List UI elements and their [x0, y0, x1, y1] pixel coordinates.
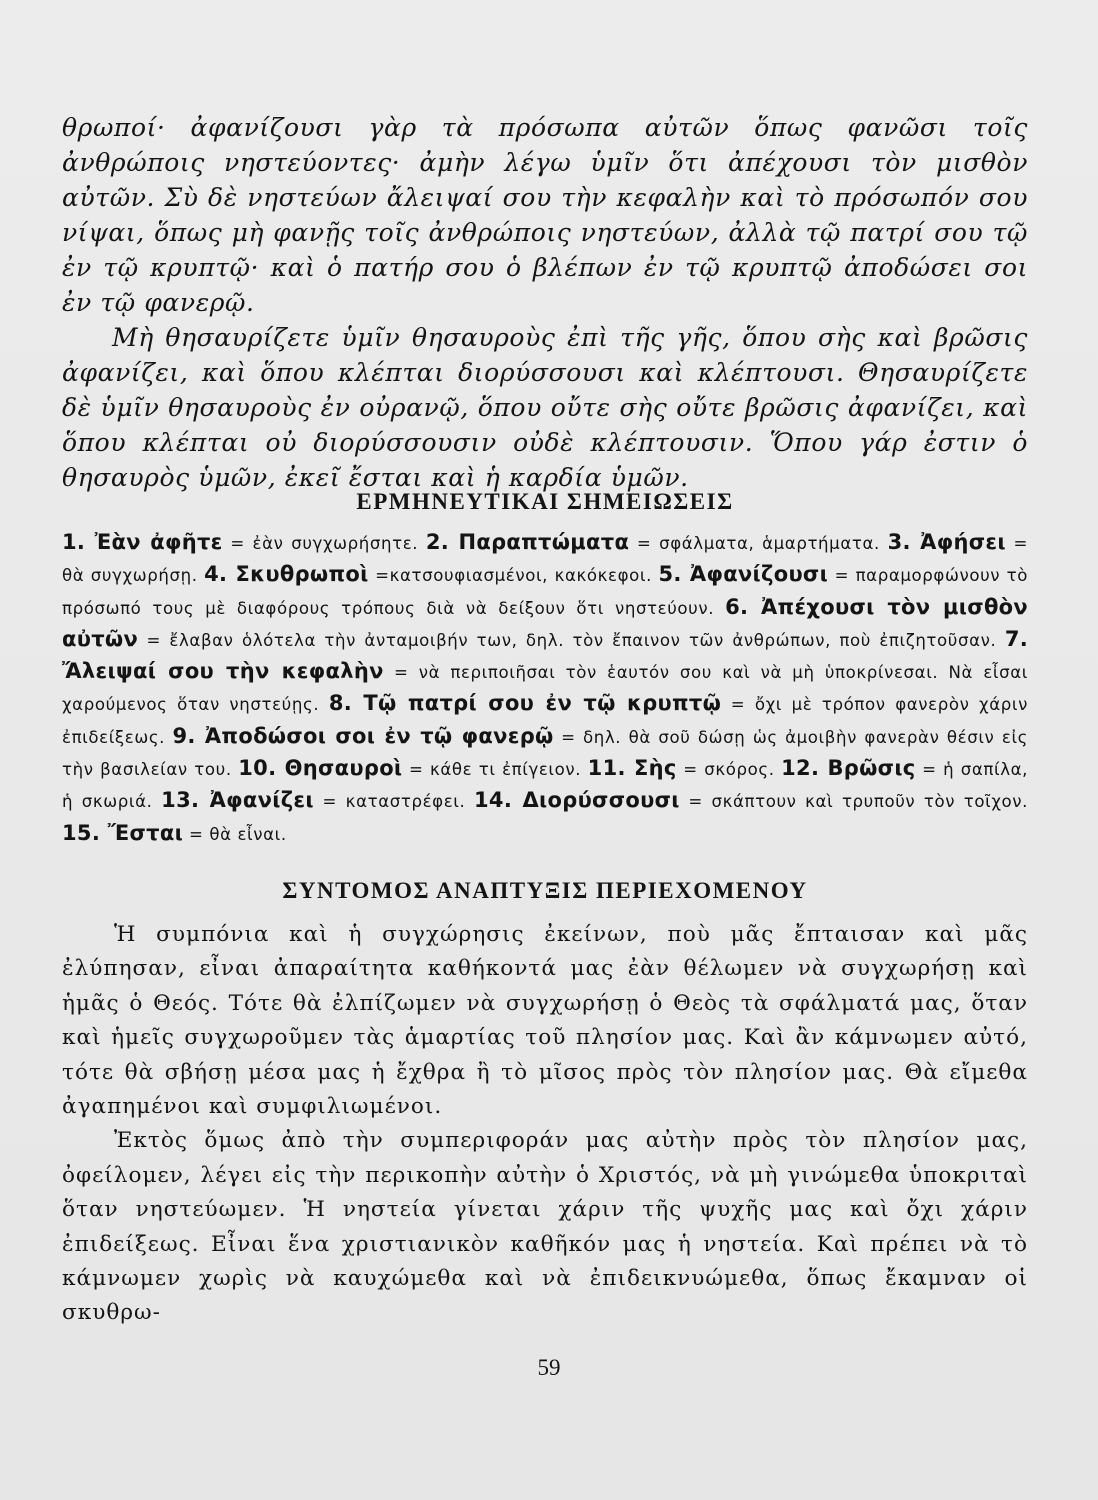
note-gloss: = σκόρος.	[683, 760, 775, 780]
note-term: 4. Σκυθρωποὶ	[204, 562, 369, 587]
note-item	[425, 530, 880, 554]
note-item	[474, 788, 1029, 813]
note-term: 10. Θησαυροὶ	[238, 756, 403, 781]
summary-paragraph: Ἐκτὸς ὅμως ἀπὸ τὴν συμπεριφοράν μας αὐτὴν πρὸς τὸν πλησίον μας, ὀφείλομεν, λέγει εἰς τὴν περικοπὴν αὐτὴν ὁ Χριστός, νὰ μὴ γινώμεθα ὑποκριταὶ ὅταν νηστεύωμεν. Ἡ νηστεία γίνεται χάριν τῆς ψυχῆς μας καὶ ὄχι χάριν ἐπιδείξεως. Εἶναι ἕνα χριστιανικὸν καθῆκόν μας ἡ νηστεία. Καὶ πρέπει νὰ τὸ κάμνωμεν χωρὶς νὰ καυχώμεθα καὶ νὰ ἐπιδεικνυώμεθα, ὅπως ἔκαμναν οἱ σκυθρω-	[62, 1128, 1028, 1326]
note-gloss: = κάθε τι ἐπίγειον.	[408, 760, 582, 780]
note-gloss: = καταστρέφει.	[322, 792, 466, 812]
note-gloss: = δηλ. θὰ σοῦ δώσῃ ὡς ἀμοιβὴν φανερὰν θέσιν εἰς τὴν βασιλείαν του.	[62, 727, 1028, 780]
summary-heading: ΣΥΝΤΟΜΟΣ ΑΝΑΠΤΥΞΙΣ ΠΕΡΙΕΧΟΜΕΝΟΥ	[282, 878, 808, 903]
note-term: 14. Διορύσσουσι	[474, 788, 680, 813]
note-gloss: = ἐὰν συγχωρήσητε.	[230, 534, 419, 553]
note-item	[62, 820, 287, 845]
note-item	[204, 562, 652, 587]
note-gloss: = σφάλματα, ἁμαρτήματα.	[636, 534, 880, 553]
note-term: 11. Σὴς	[587, 756, 677, 781]
summary-paragraph: Ἡ συμπόνια καὶ ἡ συγχώρησις ἐκείνων, ποὺ μᾶς ἔπταισαν καὶ μᾶς ἐλύπησαν, εἶναι ἀπαραίτητα καθήκοντά μας ἐὰν θέλωμεν νὰ συγχωρήσῃ καὶ ἡμᾶς ὁ Θεός. Τότε θὰ ἐλπίζωμεν νὰ συγχωρήσῃ ὁ Θεὸς τὰ σφάλματά μας, ὅταν καὶ ἡμεῖς συγχωροῦμεν τὰς ἁμαρτίας τοῦ πλησίον μας. Καὶ ἂν κάμνωμεν αὐτό, τότε θὰ σβήσῃ μέσα μας ἡ ἔχθρα ἢ τὸ μῖσος πρὸς τὸν πλησίον μας. Θὰ εἴμεθα ἀγαπημένοι καὶ συμφιλιωμένοι.	[62, 922, 1028, 1120]
scripture-passage	[62, 110, 1028, 495]
note-item	[238, 756, 582, 781]
note-item	[161, 788, 466, 813]
note-term: 1. Ἐὰν ἀφῆτε	[62, 530, 223, 554]
note-gloss: = σκάπτουν καὶ τρυποῦν τὸν τοῖχον.	[688, 792, 1029, 812]
note-item	[587, 756, 775, 781]
note-term: 7. Ἄλειψαί σου τὴν κεφαλὴν	[62, 626, 1029, 684]
note-term: 2. Παραπτώματα	[425, 530, 630, 554]
page-number: 59	[537, 1355, 561, 1380]
note-term: 9. Ἀποδώσοι σοι ἐν τῷ φανερῷ	[172, 723, 554, 748]
note-gloss: = ἔλαβαν ὁλότελα τὴν ἀνταμοιβήν των, δηλ. τὸν ἔπαινον τῶν ἀνθρώπων, ποὺ ἐπιζητοῦσαν.	[146, 630, 997, 650]
note-gloss: = ἡ σαπίλα, ἡ σκωριά.	[62, 760, 1029, 812]
note-gloss: = ὄχι μὲ τρόπον φανερὸν χάριν ἐπιδείξεως.	[62, 695, 1029, 747]
note-item	[62, 530, 419, 554]
note-term: 3. Ἀφήσει	[887, 530, 1006, 554]
scripture-paragraph: θρωποί· ἀφανίζουσι γὰρ τὰ πρόσωπα αὐτῶν ὅπως φανῶσι τοῖς ἀνθρώποις νηστεύοντες· ἀμὴν λέγω ὑμῖν ὅτι ἀπέχουσι τὸν μισθὸν αὐτῶν. Σὺ δὲ νηστεύων ἄλειψαί σου τὴν κεφαλὴν καὶ τὸ πρόσωπόν σου νίψαι, ὅπως μὴ φανῇς τοῖς ἀνθρώποις νηστεύων, ἀλλὰ τῷ πατρί σου τῷ ἐν τῷ κρυπτῷ· καὶ ὁ πατήρ σου ὁ βλέπων ἐν τῷ κρυπτῷ ἀποδώσει σοι ἐν τῷ φανερῷ.	[62, 113, 1028, 317]
summary-section	[62, 918, 1028, 1331]
note-term: 12. Βρῶσις	[781, 756, 916, 781]
scripture-paragraph: Μὴ θησαυρίζετε ὑμῖν θησαυροὺς ἐπὶ τῆς γῆς, ὅπου σὴς καὶ βρῶσις ἀφανίζει, καὶ ὅπου κλέπται διορύσσουσι καὶ κλέπτουσι. Θησαυρίζετε δὲ ὑμῖν θησαυροὺς ἐν οὐρανῷ, ὅπου οὔτε σὴς οὔτε βρῶσις ἀφανίζει, καὶ ὅπου κλέπται οὐ διορύσσουσιν οὐδὲ κλέπτουσιν. Ὅπου γάρ ἐστιν ὁ θησαυρὸς ὑμῶν, ἐκεῖ ἔσται καὶ ἡ καρδία ὑμῶν.	[62, 323, 1028, 492]
note-gloss: = νὰ περιποιῆσαι τὸν ἑαυτόν σου καὶ νὰ μὴ ὑποκρίνεσαι. Νὰ εἶσαι χαρούμενος ὅταν νηστεύῃς.	[62, 663, 1028, 715]
notes-heading: ΕΡΜΗΝΕΥΤΙΚΑΙ ΣΗΜΕΙΩΣΕΙΣ	[356, 489, 734, 514]
note-gloss: = παραμορφώνουν τὸ πρόσωπό τους μὲ διαφόρους τρόπους διὰ νὰ δείξουν ὅτι νηστεύουν.	[62, 566, 1029, 618]
note-term: 5. Ἀφανίζουσι	[658, 562, 829, 587]
note-term: 13. Ἀφανίζει	[161, 788, 314, 813]
note-term: 15. Ἔσται	[62, 820, 184, 845]
note-gloss: = θὰ εἶναι.	[188, 824, 287, 844]
note-gloss: =κατσουφιασμένοι, κακόκεφοι.	[375, 566, 652, 586]
note-term: 6. Ἀπέχουσι τὸν μισθὸν αὐτῶν	[62, 594, 1028, 651]
note-term: 8. Τῷ πατρί σου ἐν τῷ κρυπτῷ	[328, 691, 722, 716]
notes-section	[62, 527, 1028, 850]
note-gloss: = θὰ συγχωρήσῃ.	[62, 534, 1029, 586]
